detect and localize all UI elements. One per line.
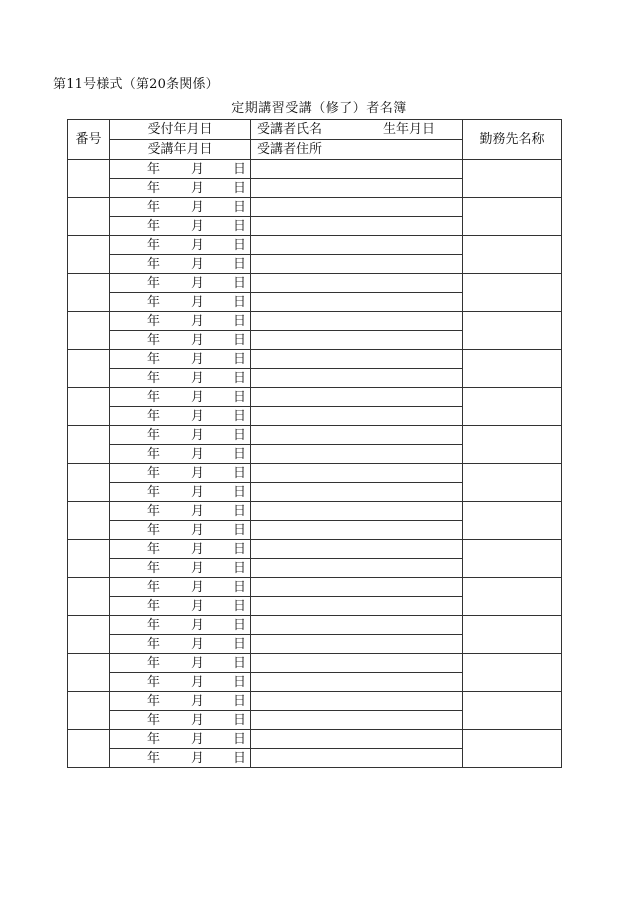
attendance-date-cell[interactable] [110, 521, 251, 540]
record-row-upper [68, 464, 562, 483]
month-label: 月 [191, 580, 205, 595]
attendee-address-cell[interactable] [251, 217, 463, 236]
reception-date-cell[interactable] [110, 578, 251, 597]
attendee-address-cell[interactable] [251, 521, 463, 540]
record-row-upper [68, 198, 562, 217]
attendance-date-cell[interactable] [110, 255, 251, 274]
record-number-cell[interactable] [68, 616, 110, 654]
month-label: 月 [191, 447, 205, 462]
record-row-upper [68, 388, 562, 407]
workplace-cell[interactable] [463, 160, 562, 198]
year-label: 年 [147, 523, 161, 538]
year-label: 年 [147, 618, 161, 633]
month-label: 月 [191, 371, 205, 386]
record-number-cell[interactable] [68, 350, 110, 388]
month-label: 月 [191, 352, 205, 367]
day-label: 日 [233, 542, 247, 557]
month-label: 月 [191, 314, 205, 329]
year-label: 年 [147, 371, 161, 386]
attendance-date-cell[interactable] [110, 749, 251, 768]
year-label: 年 [147, 352, 161, 367]
attendee-name-cell[interactable] [251, 540, 463, 559]
day-label: 日 [233, 618, 247, 633]
year-label: 年 [147, 580, 161, 595]
workplace-cell[interactable] [463, 692, 562, 730]
record-number-cell[interactable] [68, 654, 110, 692]
attendee-address-cell[interactable] [251, 407, 463, 426]
workplace-cell[interactable] [463, 502, 562, 540]
day-label: 日 [233, 656, 247, 671]
record-row-upper [68, 692, 562, 711]
month-label: 月 [191, 257, 205, 272]
attendance-date-cell[interactable] [110, 179, 251, 198]
record-number-cell[interactable] [68, 464, 110, 502]
workplace-cell[interactable] [463, 464, 562, 502]
month-label: 月 [191, 428, 205, 443]
month-label: 月 [191, 219, 205, 234]
day-label: 日 [233, 409, 247, 424]
month-label: 月 [191, 732, 205, 747]
day-label: 日 [233, 352, 247, 367]
month-label: 月 [191, 200, 205, 215]
reception-date-cell[interactable] [110, 464, 251, 483]
day-label: 日 [233, 732, 247, 747]
attendee-name-cell[interactable] [251, 388, 463, 407]
month-label: 月 [191, 409, 205, 424]
year-label: 年 [147, 428, 161, 443]
year-label: 年 [147, 694, 161, 709]
record-number-cell[interactable] [68, 540, 110, 578]
reception-date-cell[interactable] [110, 730, 251, 749]
attendance-date-cell[interactable] [110, 331, 251, 350]
record-row-upper [68, 160, 562, 179]
header-attendee-name: 受講者氏名 [257, 122, 323, 137]
record-row-upper [68, 540, 562, 559]
year-label: 年 [147, 200, 161, 215]
form-label: 第11号様式（第20条関係） [53, 77, 219, 92]
year-label: 年 [147, 162, 161, 177]
attendee-name-cell[interactable] [251, 616, 463, 635]
year-label: 年 [147, 314, 161, 329]
header-birth-date: 生年月日 [383, 122, 436, 137]
header-attendance-date: 受講年月日 [110, 140, 251, 160]
reception-date-cell[interactable] [110, 350, 251, 369]
attendee-address-cell[interactable] [251, 293, 463, 312]
header-attendee-address: 受講者住所 [257, 142, 323, 157]
month-label: 月 [191, 162, 205, 177]
workplace-cell[interactable] [463, 350, 562, 388]
year-label: 年 [147, 713, 161, 728]
roster-body [68, 120, 562, 768]
day-label: 日 [233, 295, 247, 310]
record-number-cell[interactable] [68, 388, 110, 426]
month-label: 月 [191, 561, 205, 576]
attendance-date-cell[interactable] [110, 597, 251, 616]
day-label: 日 [233, 181, 247, 196]
workplace-cell[interactable] [463, 616, 562, 654]
attendee-name-cell[interactable] [251, 312, 463, 331]
record-row-upper [68, 312, 562, 331]
year-label: 年 [147, 447, 161, 462]
record-number-cell[interactable] [68, 274, 110, 312]
month-label: 月 [191, 238, 205, 253]
record-row-upper [68, 616, 562, 635]
day-label: 日 [233, 580, 247, 595]
month-label: 月 [191, 295, 205, 310]
year-label: 年 [147, 466, 161, 481]
header-address-cell [251, 140, 463, 160]
record-row-upper [68, 730, 562, 749]
month-label: 月 [191, 504, 205, 519]
workplace-cell[interactable] [463, 236, 562, 274]
month-label: 月 [191, 713, 205, 728]
attendee-address-cell[interactable] [251, 445, 463, 464]
reception-date-cell[interactable] [110, 540, 251, 559]
attendee-name-cell[interactable] [251, 730, 463, 749]
workplace-cell[interactable] [463, 198, 562, 236]
reception-date-cell[interactable] [110, 312, 251, 331]
record-row-upper [68, 236, 562, 255]
document-title: 定期講習受講（修了）者名簿 [231, 101, 407, 116]
record-row-upper [68, 274, 562, 293]
month-label: 月 [191, 637, 205, 652]
attendee-address-cell[interactable] [251, 711, 463, 730]
reception-date-cell[interactable] [110, 502, 251, 521]
month-label: 月 [191, 276, 205, 291]
year-label: 年 [147, 561, 161, 576]
day-label: 日 [233, 314, 247, 329]
day-label: 日 [233, 504, 247, 519]
header-reception-date: 受付年月日 [110, 120, 251, 140]
attendance-date-cell[interactable] [110, 217, 251, 236]
attendee-address-cell[interactable] [251, 749, 463, 768]
month-label: 月 [191, 675, 205, 690]
day-label: 日 [233, 333, 247, 348]
month-label: 月 [191, 694, 205, 709]
day-label: 日 [233, 257, 247, 272]
day-label: 日 [233, 485, 247, 500]
day-label: 日 [233, 428, 247, 443]
year-label: 年 [147, 656, 161, 671]
year-label: 年 [147, 390, 161, 405]
attendee-name-cell[interactable] [251, 274, 463, 293]
year-label: 年 [147, 675, 161, 690]
year-label: 年 [147, 732, 161, 747]
year-label: 年 [147, 181, 161, 196]
header-attendee [251, 120, 463, 140]
record-number-cell[interactable] [68, 578, 110, 616]
month-label: 月 [191, 542, 205, 557]
day-label: 日 [233, 751, 247, 766]
workplace-cell[interactable] [463, 274, 562, 312]
attendee-address-cell[interactable] [251, 331, 463, 350]
month-label: 月 [191, 333, 205, 348]
record-number-cell[interactable] [68, 198, 110, 236]
reception-date-cell[interactable] [110, 426, 251, 445]
month-label: 月 [191, 485, 205, 500]
day-label: 日 [233, 162, 247, 177]
year-label: 年 [147, 485, 161, 500]
attendance-date-cell[interactable] [110, 635, 251, 654]
day-label: 日 [233, 599, 247, 614]
year-label: 年 [147, 295, 161, 310]
attendance-date-cell[interactable] [110, 445, 251, 464]
year-label: 年 [147, 276, 161, 291]
day-label: 日 [233, 675, 247, 690]
attendance-date-cell[interactable] [110, 711, 251, 730]
day-label: 日 [233, 637, 247, 652]
attendee-address-cell[interactable] [251, 559, 463, 578]
month-label: 月 [191, 466, 205, 481]
attendance-date-cell[interactable] [110, 293, 251, 312]
reception-date-cell[interactable] [110, 654, 251, 673]
month-label: 月 [191, 599, 205, 614]
year-label: 年 [147, 542, 161, 557]
attendee-name-cell[interactable] [251, 578, 463, 597]
attendee-name-cell[interactable] [251, 654, 463, 673]
attendee-address-cell[interactable] [251, 483, 463, 502]
attendance-date-cell[interactable] [110, 407, 251, 426]
workplace-cell[interactable] [463, 578, 562, 616]
reception-date-cell[interactable] [110, 198, 251, 217]
record-number-cell[interactable] [68, 160, 110, 198]
attendee-address-cell[interactable] [251, 255, 463, 274]
attendee-address-cell[interactable] [251, 179, 463, 198]
day-label: 日 [233, 694, 247, 709]
attendee-address-cell[interactable] [251, 673, 463, 692]
reception-date-cell[interactable] [110, 274, 251, 293]
attendee-name-cell[interactable] [251, 426, 463, 445]
workplace-cell[interactable] [463, 312, 562, 350]
attendee-name-cell[interactable] [251, 160, 463, 179]
workplace-cell[interactable] [463, 388, 562, 426]
attendee-name-cell[interactable] [251, 464, 463, 483]
attendance-date-cell[interactable] [110, 673, 251, 692]
month-label: 月 [191, 656, 205, 671]
day-label: 日 [233, 219, 247, 234]
attendee-address-cell[interactable] [251, 635, 463, 654]
workplace-cell[interactable] [463, 540, 562, 578]
month-label: 月 [191, 523, 205, 538]
day-label: 日 [233, 447, 247, 462]
record-number-cell[interactable] [68, 426, 110, 464]
record-number-cell[interactable] [68, 236, 110, 274]
day-label: 日 [233, 390, 247, 405]
workplace-cell[interactable] [463, 730, 562, 768]
roster-table [67, 119, 562, 768]
year-label: 年 [147, 751, 161, 766]
month-label: 月 [191, 751, 205, 766]
record-row-upper [68, 654, 562, 673]
day-label: 日 [233, 523, 247, 538]
attendee-name-cell[interactable] [251, 236, 463, 255]
day-label: 日 [233, 238, 247, 253]
workplace-cell[interactable] [463, 654, 562, 692]
attendee-name-cell[interactable] [251, 502, 463, 521]
day-label: 日 [233, 371, 247, 386]
record-row-upper [68, 578, 562, 597]
header-number: 番号 [68, 120, 110, 160]
reception-date-cell[interactable] [110, 160, 251, 179]
reception-date-cell[interactable] [110, 236, 251, 255]
record-row-upper [68, 350, 562, 369]
workplace-cell[interactable] [463, 426, 562, 464]
record-number-cell[interactable] [68, 692, 110, 730]
year-label: 年 [147, 238, 161, 253]
year-label: 年 [147, 333, 161, 348]
header-workplace: 勤務先名称 [463, 120, 562, 160]
reception-date-cell[interactable] [110, 692, 251, 711]
record-number-cell[interactable] [68, 730, 110, 768]
attendee-name-cell[interactable] [251, 350, 463, 369]
year-label: 年 [147, 409, 161, 424]
day-label: 日 [233, 713, 247, 728]
record-number-cell[interactable] [68, 312, 110, 350]
attendance-date-cell[interactable] [110, 559, 251, 578]
month-label: 月 [191, 390, 205, 405]
header-row-1 [68, 120, 562, 140]
attendance-date-cell[interactable] [110, 483, 251, 502]
year-label: 年 [147, 504, 161, 519]
reception-date-cell[interactable] [110, 388, 251, 407]
attendee-address-cell[interactable] [251, 369, 463, 388]
day-label: 日 [233, 561, 247, 576]
day-label: 日 [233, 200, 247, 215]
year-label: 年 [147, 257, 161, 272]
record-row-upper [68, 502, 562, 521]
reception-date-cell[interactable] [110, 616, 251, 635]
month-label: 月 [191, 618, 205, 633]
attendee-name-cell[interactable] [251, 692, 463, 711]
attendance-date-cell[interactable] [110, 369, 251, 388]
day-label: 日 [233, 276, 247, 291]
year-label: 年 [147, 219, 161, 234]
attendee-name-cell[interactable] [251, 198, 463, 217]
attendee-address-cell[interactable] [251, 597, 463, 616]
month-label: 月 [191, 181, 205, 196]
day-label: 日 [233, 466, 247, 481]
record-row-upper [68, 426, 562, 445]
record-number-cell[interactable] [68, 502, 110, 540]
year-label: 年 [147, 637, 161, 652]
year-label: 年 [147, 599, 161, 614]
